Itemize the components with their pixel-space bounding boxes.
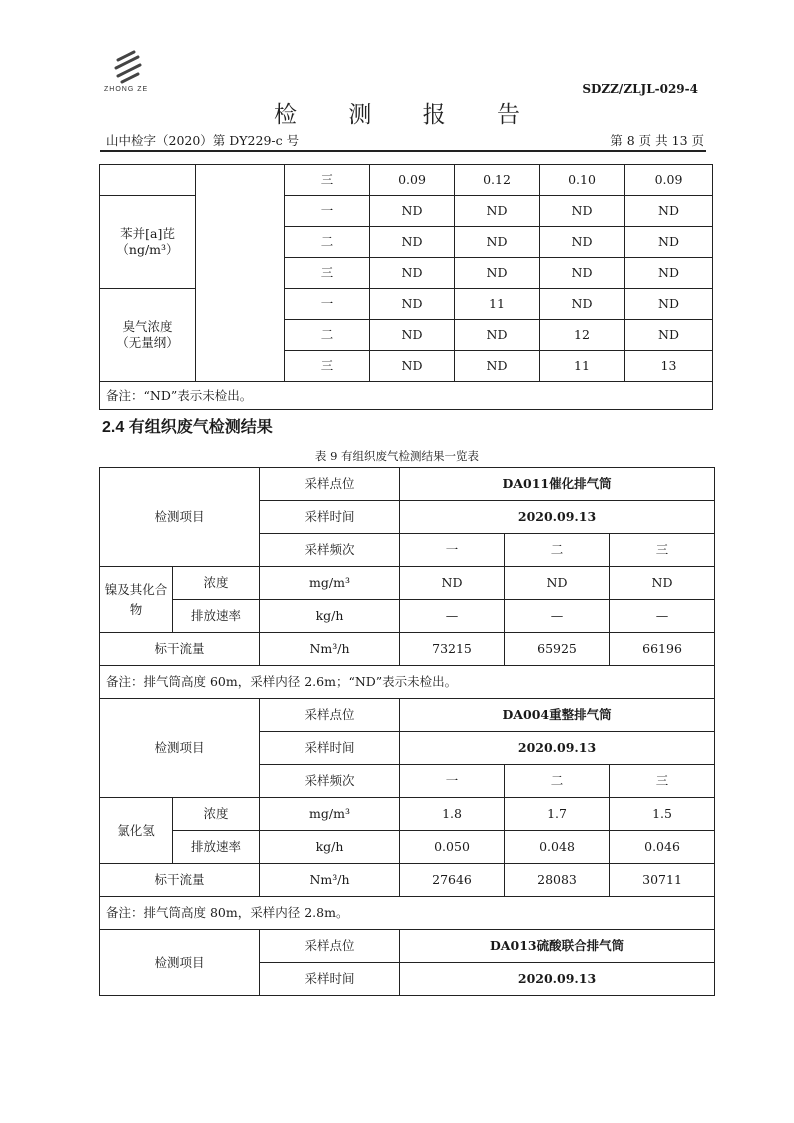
table-header-cell: 采样时间 — [260, 963, 400, 996]
table-cell: ND — [540, 196, 625, 227]
table-cell: 浓度 — [173, 567, 260, 600]
table-9 — [99, 467, 715, 996]
sampling-point: DA004重整排气筒 — [400, 699, 715, 732]
sampling-time: 2020.09.13 — [400, 732, 715, 765]
table-cell: ND — [370, 227, 455, 258]
table-cell: 0.10 — [540, 165, 625, 196]
table-cell: 28083 — [505, 864, 610, 897]
table-cell: 一 — [285, 289, 370, 320]
table-cell: mg/m³ — [260, 798, 400, 831]
section-title: 2.4 有组织废气检测结果 — [102, 419, 273, 436]
logo-text: ZHONG ZE — [104, 86, 149, 93]
table-cell: kg/h — [260, 600, 400, 633]
table-cell: ND — [455, 196, 540, 227]
table-cell: ND — [370, 320, 455, 351]
table-cell: 12 — [540, 320, 625, 351]
table-cell: 1.8 — [400, 798, 505, 831]
table-cell: ND — [400, 567, 505, 600]
table-cell: 0.048 — [505, 831, 610, 864]
table-cell: mg/m³ — [260, 567, 400, 600]
table-cell: kg/h — [260, 831, 400, 864]
table-cell: ND — [455, 351, 540, 382]
table-cell: 三 — [610, 534, 715, 567]
table-row — [100, 897, 715, 930]
table-row — [100, 289, 713, 320]
stamp-edge — [772, 470, 794, 580]
table-header-cell: 检测项目 — [100, 699, 260, 798]
item-unit: （无量纲） — [116, 335, 179, 350]
table-cell: ND — [625, 289, 713, 320]
table-cell: ND — [540, 227, 625, 258]
pollutant-name — [100, 567, 173, 633]
table-cell: ND — [370, 196, 455, 227]
table-cell — [196, 165, 285, 382]
table-row — [100, 567, 715, 600]
table-cell: ND — [505, 567, 610, 600]
table-row — [100, 600, 715, 633]
page-info: 第 8 页 共 13 页 — [610, 133, 704, 148]
table-cell: 三 — [285, 258, 370, 289]
table-cell: 13 — [625, 351, 713, 382]
report-subheader — [106, 131, 704, 149]
table-caption: 表 9 有组织废气检测结果一览表 — [314, 449, 480, 463]
pollutant-label: 镍及其化合物 — [104, 581, 168, 617]
table-note: 备注：排气筒高度 80m，采样内径 2.8m。 — [100, 897, 715, 930]
item-name: 苯并[a]芘 — [120, 226, 175, 241]
table-header-cell: 采样点位 — [260, 930, 400, 963]
table-header-cell: 采样点位 — [260, 468, 400, 501]
table-row — [100, 864, 715, 897]
table-cell: ND — [370, 351, 455, 382]
table-header-cell: 采样点位 — [260, 699, 400, 732]
table-cell: 三 — [285, 165, 370, 196]
table-header-cell: 采样频次 — [260, 765, 400, 798]
table-cell: 0.09 — [625, 165, 713, 196]
table-cell: 0.046 — [610, 831, 715, 864]
table-cell: 标干流量 — [100, 633, 260, 666]
table-cell: — — [400, 600, 505, 633]
table-cell: 浓度 — [173, 798, 260, 831]
table-cell: 1.5 — [610, 798, 715, 831]
table-cell: 二 — [505, 534, 610, 567]
table-cell: 0.050 — [400, 831, 505, 864]
sampling-point: DA011催化排气筒 — [400, 468, 715, 501]
table-cell: ND — [625, 258, 713, 289]
table-cell: ND — [610, 567, 715, 600]
item-unit: （ng/m³） — [116, 242, 179, 257]
table-cell: 27646 — [400, 864, 505, 897]
table-cell: 11 — [455, 289, 540, 320]
table-row — [100, 196, 713, 227]
table-row — [100, 468, 715, 501]
table-cell: 0.12 — [455, 165, 540, 196]
table-cell: ND — [540, 258, 625, 289]
sampling-time: 2020.09.13 — [400, 963, 715, 996]
table-cell: 73215 — [400, 633, 505, 666]
table-row — [100, 699, 715, 732]
table-cell: ND — [370, 258, 455, 289]
table-item-cell — [100, 289, 196, 382]
table-cell: 1.7 — [505, 798, 610, 831]
table-cell: 二 — [505, 765, 610, 798]
table-row — [100, 930, 715, 963]
table-cell: 30711 — [610, 864, 715, 897]
table-cell: — — [610, 600, 715, 633]
table-cell: 0.09 — [370, 165, 455, 196]
table-note: 备注：“ND”表示未检出。 — [100, 382, 713, 410]
table-header-cell: 检测项目 — [100, 468, 260, 567]
table-8-continuation — [99, 164, 713, 410]
table-cell: ND — [455, 320, 540, 351]
report-number: 山中检字（2020）第 DY229-c 号 — [106, 133, 300, 148]
table-cell: ND — [625, 196, 713, 227]
table-cell: 一 — [400, 534, 505, 567]
table-header-cell: 检测项目 — [100, 930, 260, 996]
table-cell: 66196 — [610, 633, 715, 666]
table-cell: Nm³/h — [260, 633, 400, 666]
table-cell: 三 — [285, 351, 370, 382]
table-note: 备注：排气筒高度 60m，采样内径 2.6m；“ND”表示未检出。 — [100, 666, 715, 699]
table-item-cell — [100, 196, 196, 289]
table-cell: ND — [455, 227, 540, 258]
table-cell: 二 — [285, 320, 370, 351]
table-cell: ND — [370, 289, 455, 320]
table-cell: 一 — [285, 196, 370, 227]
table-cell: 三 — [610, 765, 715, 798]
table-row — [100, 382, 713, 410]
table-cell: ND — [455, 258, 540, 289]
table-cell: 排放速率 — [173, 831, 260, 864]
table-cell: ND — [540, 289, 625, 320]
table-cell: ND — [625, 227, 713, 258]
pollutant-name: 氯化氢 — [100, 798, 173, 864]
table-cell: 65925 — [505, 633, 610, 666]
table-cell: Nm³/h — [260, 864, 400, 897]
table-header-cell: 采样频次 — [260, 534, 400, 567]
table-cell — [100, 165, 196, 196]
table-cell: ND — [625, 320, 713, 351]
table-cell: 标干流量 — [100, 864, 260, 897]
table-row — [100, 633, 715, 666]
table-row — [100, 798, 715, 831]
table-cell: 排放速率 — [173, 600, 260, 633]
table-row — [100, 831, 715, 864]
table-row — [100, 666, 715, 699]
sampling-time: 2020.09.13 — [400, 501, 715, 534]
table-header-cell: 采样时间 — [260, 501, 400, 534]
table-cell: — — [505, 600, 610, 633]
page-title: 检 测 报 告 — [274, 102, 542, 128]
document-code: SDZZ/ZLJL-029-4 — [582, 82, 698, 96]
header-divider — [100, 150, 706, 152]
sampling-point: DA013硫酸联合排气筒 — [400, 930, 715, 963]
table-cell: 11 — [540, 351, 625, 382]
table-cell: 一 — [400, 765, 505, 798]
item-name: 臭气浓度 — [122, 319, 173, 334]
table-header-cell: 采样时间 — [260, 732, 400, 765]
table-cell: 二 — [285, 227, 370, 258]
table-row — [100, 165, 713, 196]
